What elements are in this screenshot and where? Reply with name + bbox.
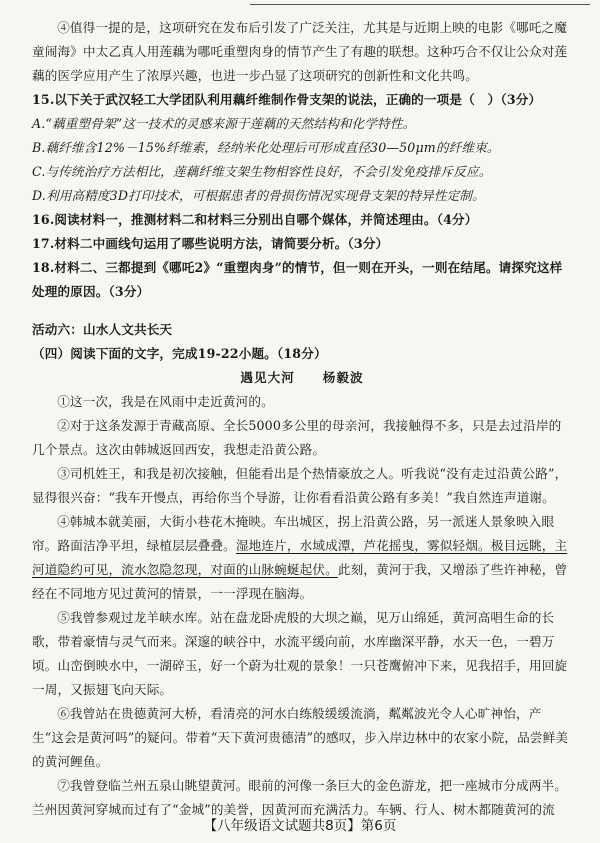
p4-text-before: ④韩城本就美丽，大街小巷花木掩映。车出城区，拐上沿黄公路，另一派迷人景象映入眼帘。路面洁净平坦，绿植层层叠叠。 bbox=[32, 514, 555, 553]
question-16: 16.阅读材料一，推测材料二和材料三分别出自哪个媒体，并简述理由。（4分） bbox=[32, 212, 478, 227]
top-rule bbox=[250, 4, 590, 5]
page-content bbox=[32, 16, 572, 822]
article-paragraph-5: ⑤我曾参观过龙羊峡水库。站在盘龙卧虎般的大坝之巅，见万山绵延，黄河高唱生命的长歌，带着豪情与灵气而来。深邃的峡谷中，水流平缓向前，水库幽深平静，水天一色，一碧万顷。山峦倒映水中，一湖碎玉，好一个蔚为壮观的景象！一只苍鹰俯冲下来，见我招手，用回旋一周，又振翅飞向天际。 bbox=[32, 610, 568, 697]
article-author: 杨毅波 bbox=[322, 370, 364, 385]
article-paragraph-1: ①这一次，我是在风雨中走近黄河的。 bbox=[57, 394, 274, 409]
spacer bbox=[32, 304, 572, 318]
p4-text-after: 此刻，黄河于我，又增添了些许神秘，曾经在不同地方见过黄河的情景，一一浮现在脑海。 bbox=[32, 562, 568, 601]
article-paragraph-6: ⑥我曾站在贵德黄河大桥，看清亮的河水白练般缓缓流淌，粼粼波光令人心旷神怡，产生“这会是黄河吗”的疑问。带着“天下黄河贵德清”的感叹，步入岸边林中的农家小院，品尝鲜美的黄河鲤鱼。 bbox=[32, 706, 569, 769]
article-title: 遇见大河 bbox=[240, 370, 295, 385]
question-15-option-a: A.“藕重塑骨架”这一技术的灵感来源于莲藕的天然结构和化学特性。 bbox=[32, 116, 416, 131]
article-paragraph-7: ⑦我曾登临兰州五泉山眺望黄河。眼前的河像一条巨大的金色游龙，把一座城市分成两半。兰州因黄河穿城而过有了“金城”的美誉，因黄河而充满活力。车辆、行人、树木都随黄河的流 bbox=[32, 778, 567, 817]
p4-underlined-sentence: 湿地连片，水域成潭，芦花摇曳，雾似轻烟。极目远眺，主河道隐约可见，流水忽隐忽现，对面的山脉蜿蜒起伏。 bbox=[32, 538, 568, 577]
question-17: 17.材料二中画线句运用了哪些说明方法，请简要分析。（3分） bbox=[32, 236, 389, 251]
activity-title: 活动六：山水人文共长天 bbox=[32, 322, 173, 337]
page-footer: 【八年级语文试题共8页】第6页 bbox=[203, 818, 397, 834]
article-paragraph-2: ②对于这条发源于青藏高原、全长5000多公里的母亲河，我接触得不多，只是去过沿岸的几个景点。这次由韩城返回西安，我想走沿黄公路。 bbox=[32, 418, 562, 457]
section-intro: （四）阅读下面的文字，完成19-22小题。（18分） bbox=[32, 346, 327, 361]
article-title-line bbox=[32, 366, 572, 390]
question-15-option-d: D.利用高精度3D打印技术，可根据患者的骨损伤情况实现骨支架的特异性定制。 bbox=[32, 188, 485, 203]
question-15-stem: 15.以下关于武汉轻工大学团队利用藕纤维制作骨支架的说法，正确的一项是（ ）（3分） bbox=[32, 92, 542, 107]
question-15-option-b: B.藕纤维含12%－15%纤维素，经纳米化处理后可形成直径30—50μm的纤维束。 bbox=[32, 140, 500, 155]
article-paragraph-3: ③司机姓王，和我是初次接触，但能看出是个热情豪放之人。听我说“没有走过沿黄公路”，显得很兴奋：“我车开慢点，再给你当个导游，让你看看沿黄公路有多美！”我自然连声道谢。 bbox=[32, 466, 568, 505]
material-paragraph-4: ④值得一提的是，这项研究在发布后引发了广泛关注，尤其是与近期上映的电影《哪吒之魔童闹海》中太乙真人用莲藕为哪吒重塑肉身的情节产生了有趣的联想。这种巧合不仅让公众对莲藕的医学应用产生了浓厚兴趣，也进一步凸显了这项研究的创新性和文化共鸣。 bbox=[32, 20, 568, 83]
article-paragraph-4 bbox=[32, 510, 572, 606]
question-15-option-c: C.与传统治疗方法相比，莲藕纤维支架生物相容性良好，不会引发免疫排斥反应。 bbox=[32, 164, 492, 179]
question-18: 18.材料二、三都提到《哪吒2》“重塑肉身”的情节，但一则在开头，一则在结尾。请探究这样处理的原因。（3分） bbox=[32, 260, 563, 299]
